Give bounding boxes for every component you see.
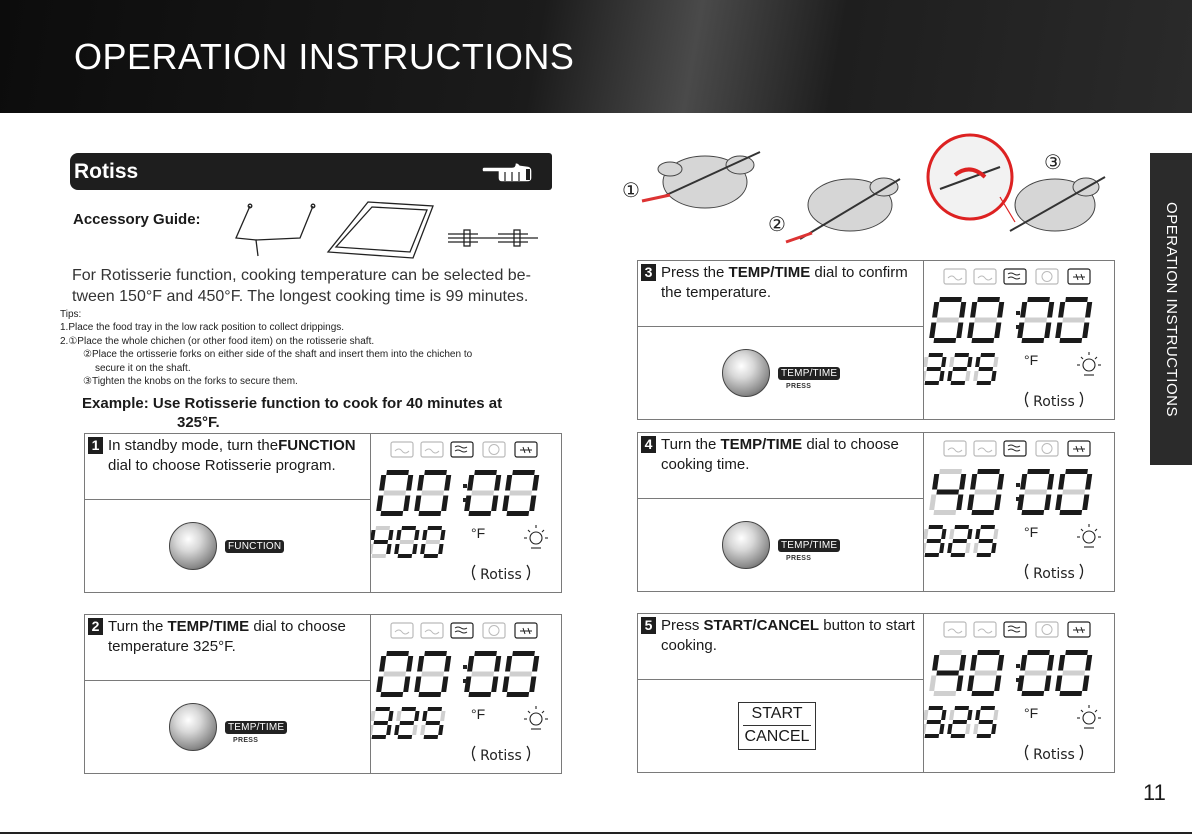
press-label: PRESS bbox=[786, 555, 812, 562]
bake-icon bbox=[421, 442, 443, 457]
mode-label: Rotiss bbox=[1033, 747, 1075, 763]
marker-2: ② bbox=[768, 212, 786, 236]
fan-icon bbox=[1068, 441, 1090, 456]
accessory-illustration bbox=[228, 200, 548, 262]
fan-icon bbox=[1068, 269, 1090, 284]
lcd-display bbox=[371, 434, 561, 592]
page-number: 11 bbox=[1143, 780, 1166, 805]
control-knob[interactable] bbox=[722, 521, 770, 569]
step-left-column bbox=[85, 615, 371, 773]
knob-label: TEMP/TIME bbox=[778, 539, 840, 552]
rotisserie-spit-icon bbox=[448, 230, 538, 246]
food-tray-icon bbox=[328, 202, 433, 258]
step-panel-5 bbox=[637, 613, 1115, 773]
step-desc-pre: Turn the bbox=[661, 436, 721, 453]
wire-rack-icon bbox=[236, 204, 315, 256]
lcd-display bbox=[924, 433, 1114, 591]
tip-3b: secure it on the shaft. bbox=[95, 362, 191, 374]
step-left-column bbox=[638, 614, 924, 772]
intro-text: For Rotisserie function, cooking temperature can be selected be-tween 150°F and 450°F. The longest cooking time is 99 minutes. bbox=[72, 267, 531, 305]
step-desc-pre: Press bbox=[661, 617, 704, 634]
rotisserie-chicken-illustration bbox=[600, 127, 1120, 259]
mode-label: Rotiss bbox=[480, 567, 522, 583]
step-text-area bbox=[85, 434, 371, 500]
rotiss-icon bbox=[1004, 441, 1026, 456]
knob-label: TEMP/TIME bbox=[778, 367, 840, 380]
knob-label: TEMP/TIME bbox=[225, 721, 287, 734]
toast-icon bbox=[944, 622, 966, 637]
convect-icon bbox=[1036, 441, 1058, 456]
toast-icon bbox=[944, 269, 966, 284]
step-left-column bbox=[638, 433, 924, 591]
step-display bbox=[371, 434, 561, 597]
temp-unit: °F bbox=[1024, 524, 1039, 540]
oven-light-icon bbox=[1077, 524, 1101, 547]
oven-light-icon bbox=[1077, 352, 1101, 375]
temp-unit: °F bbox=[471, 525, 486, 541]
step-description bbox=[661, 263, 921, 303]
page-header bbox=[0, 0, 1192, 113]
temp-unit: °F bbox=[1024, 352, 1039, 368]
step-text-area bbox=[638, 433, 924, 499]
tip-1: 1.Place the food tray in the low rack position to collect drippings. bbox=[60, 322, 345, 334]
step-desc-pre: Press the bbox=[661, 264, 729, 281]
step-desc-bold: TEMP/TIME bbox=[167, 618, 250, 635]
mode-label: Rotiss bbox=[1033, 394, 1075, 410]
chicken-2 bbox=[808, 178, 898, 231]
step-number: 4 bbox=[641, 436, 656, 453]
control-knob[interactable] bbox=[169, 703, 217, 751]
lcd-display bbox=[924, 614, 1114, 772]
bottom-rule bbox=[0, 832, 1192, 834]
bake-icon bbox=[974, 269, 996, 284]
fan-icon bbox=[1068, 622, 1090, 637]
convect-icon bbox=[1036, 269, 1058, 284]
temp-unit: °F bbox=[471, 706, 486, 722]
fan-icon bbox=[515, 442, 537, 457]
step-desc-post: dial to choose temperature 325°F. bbox=[108, 618, 346, 655]
step-left-column bbox=[85, 434, 371, 592]
step-desc-post: dial to choose cooking time. bbox=[661, 436, 899, 473]
step-display bbox=[924, 433, 1114, 596]
rotiss-icon bbox=[1004, 269, 1026, 284]
knob-label: FUNCTION bbox=[225, 540, 284, 553]
toast-icon bbox=[391, 442, 413, 457]
convect-icon bbox=[483, 623, 505, 638]
toast-icon bbox=[391, 623, 413, 638]
bake-icon bbox=[974, 622, 996, 637]
toast-icon bbox=[944, 441, 966, 456]
section-title: Rotiss bbox=[74, 160, 139, 183]
step-control-area bbox=[638, 327, 924, 421]
side-tab-label: OPERATION INSTRUCTIONS bbox=[1162, 201, 1180, 417]
marker-3: ③ bbox=[1044, 150, 1062, 174]
step-text-area bbox=[638, 614, 924, 680]
cancel-label: CANCEL bbox=[744, 728, 810, 745]
step-panel-1 bbox=[84, 433, 562, 593]
temp-unit: °F bbox=[1024, 705, 1039, 721]
step-text-area bbox=[85, 615, 371, 681]
step-number: 1 bbox=[88, 437, 103, 454]
step-desc-bold: FUNCTION bbox=[278, 437, 356, 454]
rotiss-icon bbox=[451, 442, 473, 457]
tip-2: 2.①Place the whole chichen (or other food item) on the rotisserie shaft. bbox=[60, 335, 375, 347]
mode-label: Rotiss bbox=[480, 748, 522, 764]
example-line-1: Example: Use Rotisserie function to cook for 40 minutes at bbox=[82, 395, 503, 412]
convect-icon bbox=[483, 442, 505, 457]
press-label: PRESS bbox=[233, 737, 259, 744]
start-cancel-button[interactable] bbox=[738, 702, 816, 750]
step-desc-bold: TEMP/TIME bbox=[720, 436, 803, 453]
side-tab bbox=[1150, 153, 1192, 465]
accessory-label: Accessory Guide: bbox=[73, 211, 201, 228]
step-number: 3 bbox=[641, 264, 656, 281]
convect-icon bbox=[1036, 622, 1058, 637]
mode-label: Rotiss bbox=[1033, 566, 1075, 582]
step-display bbox=[924, 614, 1114, 777]
oven-light-icon bbox=[1077, 705, 1101, 728]
step-description bbox=[661, 616, 921, 656]
step-desc-bold: START/CANCEL bbox=[703, 617, 820, 634]
step-text-area bbox=[638, 261, 924, 327]
press-label: PRESS bbox=[786, 383, 812, 390]
tip-4: ③Tighten the knobs on the forks to secure them. bbox=[83, 376, 298, 388]
tip-3a: ②Place the ortisserie forks on either side of the shaft and insert them into the chichen to bbox=[83, 349, 473, 361]
bake-icon bbox=[421, 623, 443, 638]
rotiss-icon bbox=[451, 623, 473, 638]
pointing-hand-icon bbox=[482, 158, 534, 184]
tips-heading: Tips: bbox=[60, 309, 82, 320]
control-knob[interactable] bbox=[722, 349, 770, 397]
step-desc-post: dial to confirm the temperature. bbox=[661, 264, 908, 301]
step-description bbox=[661, 435, 921, 475]
section-bar bbox=[70, 153, 552, 190]
step-number: 2 bbox=[88, 618, 103, 635]
example-line-2: 325°F. bbox=[177, 414, 220, 431]
step-panel-3 bbox=[637, 260, 1115, 420]
lcd-display bbox=[371, 615, 561, 773]
marker-1: ① bbox=[622, 178, 640, 202]
step-description bbox=[108, 617, 368, 657]
control-knob[interactable] bbox=[169, 522, 217, 570]
page-title: OPERATION INSTRUCTIONS bbox=[74, 36, 575, 77]
step-panel-2 bbox=[84, 614, 562, 774]
oven-light-icon bbox=[524, 525, 548, 548]
step-desc-pre: Turn the bbox=[108, 618, 168, 635]
step-display bbox=[371, 615, 561, 778]
rotiss-icon bbox=[1004, 622, 1026, 637]
start-label: START bbox=[743, 703, 811, 726]
step-description bbox=[108, 436, 368, 476]
step-desc-post: dial to choose Rotisserie program. bbox=[108, 457, 336, 474]
step-desc-post: button to start cooking. bbox=[661, 617, 915, 654]
step-control-area bbox=[638, 499, 924, 593]
lcd-display bbox=[924, 261, 1114, 419]
step-panel-4 bbox=[637, 432, 1115, 592]
step-control-area bbox=[85, 681, 371, 775]
step-control-area bbox=[85, 500, 371, 594]
tips-list bbox=[60, 308, 550, 388]
step-control-area bbox=[638, 680, 924, 774]
step-desc-pre: In standby mode, turn the bbox=[108, 437, 279, 454]
step-number: 5 bbox=[641, 617, 656, 634]
bake-icon bbox=[974, 441, 996, 456]
step-left-column bbox=[638, 261, 924, 419]
example-text bbox=[82, 394, 562, 432]
step-display bbox=[924, 261, 1114, 424]
step-desc-bold: TEMP/TIME bbox=[728, 264, 811, 281]
oven-light-icon bbox=[524, 706, 548, 729]
chicken-1 bbox=[658, 156, 754, 208]
fan-icon bbox=[515, 623, 537, 638]
